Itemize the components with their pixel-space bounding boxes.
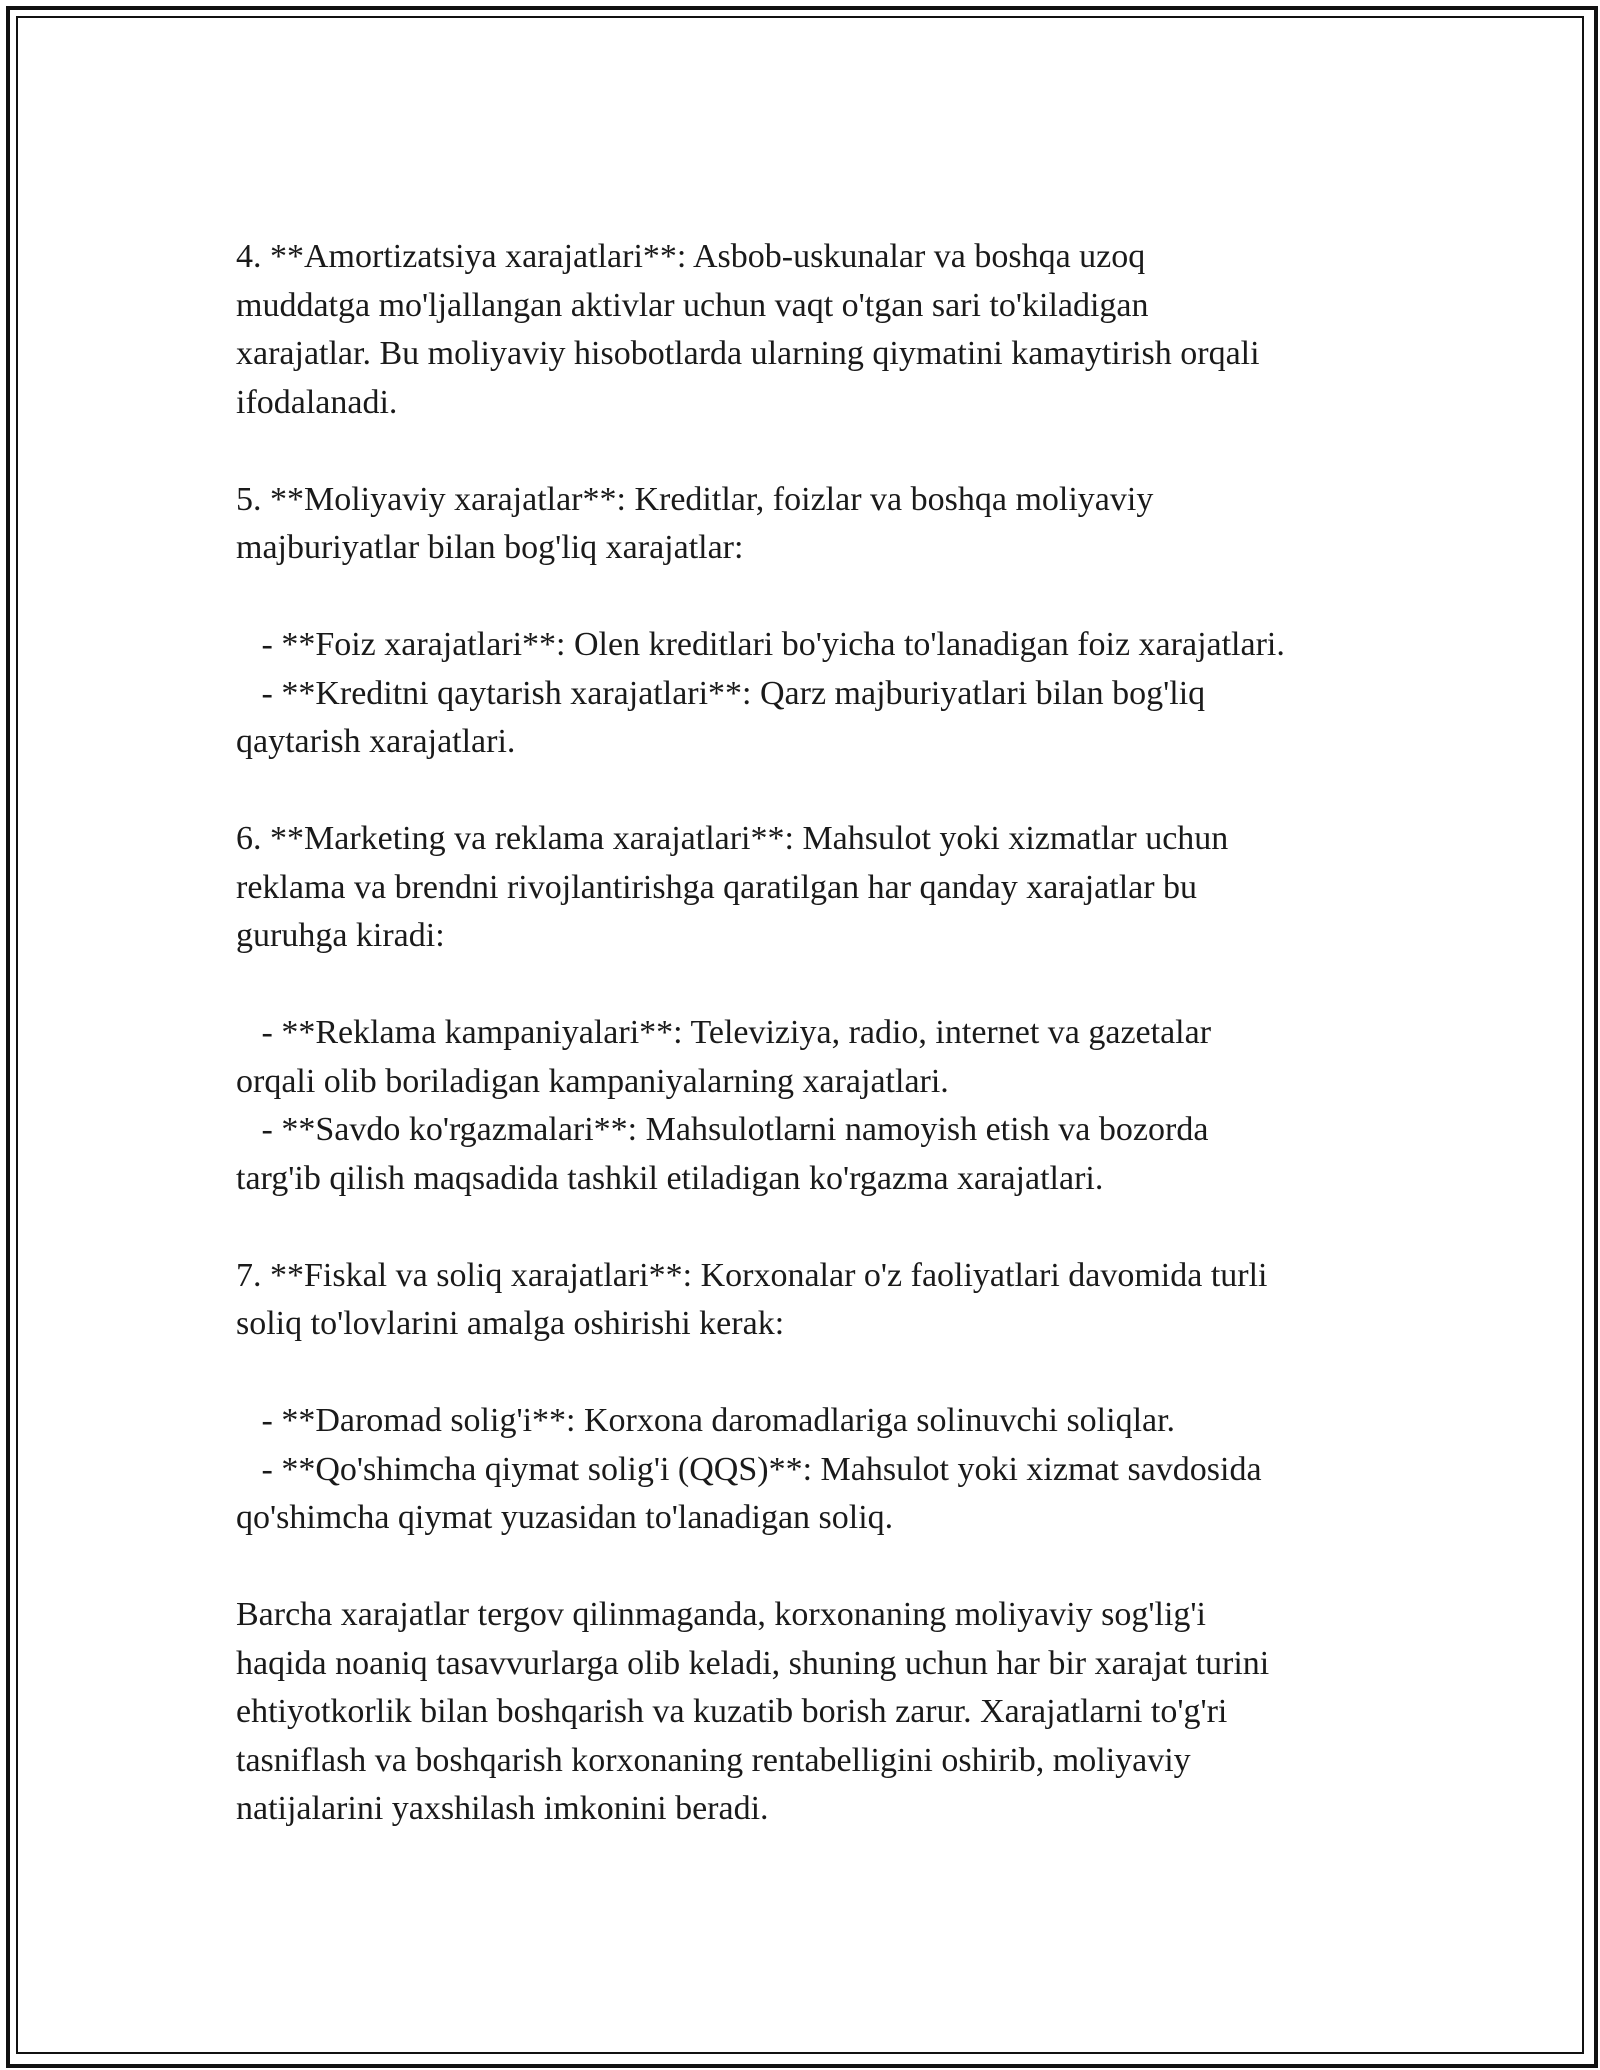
sublist-item-income-tax: - **Daromad solig'i**: Korxona daromadlariga solinuvchi soliqlar. (236, 1402, 1176, 1439)
paragraph-item-7-fiscal: 7. **Fiskal va soliq xarajatlari**: Korxonalar o'z faoliyatlari davomida turli soliq to'lovlarini amalga oshirishi kerak: (236, 1256, 1268, 1342)
paragraph-item-4-amortization: 4. **Amortizatsiya xarajatlari**: Asbob-uskunalar va boshqa uzoq muddatga mo'ljallangan aktivlar uchun vaqt o'tgan sari to'kiladigan xarajatlar. Bu moliyaviy hisobotlarda ularning qiymatini kamaytirish orqali ifodalanadi. (236, 238, 1260, 421)
sublist-item-vat: - **Qo'shimcha qiymat solig'i (QQS)**: Mahsulot yoki xizmat savdosida qo'shimcha qiymat yuzasidan to'lanadigan soliq. (236, 1450, 1262, 1536)
paragraph-conclusion: Barcha xarajatlar tergov qilinmaganda, korxonaning moliyaviy sog'lig'i haqida noaniq tasavvurlarga olib keladi, shuning uchun har bir xarajat turini ehtiyotkorlik bilan boshqarish va kuzatib borish zarur. Xarajatlarni to'g'ri tasniflash va boshqarish korxonaning rentabelligini oshirib, moliyaviy natijalarini yaxshilash imkonini beradi. (236, 1596, 1270, 1827)
sublist-item-loan-repayment: - **Kreditni qaytarish xarajatlari**: Qarz majburiyatlari bilan bog'liq qaytarish xarajatlari. (236, 674, 1206, 760)
paragraph-item-5-financial: 5. **Moliyaviy xarajatlar**: Kreditlar, foizlar va boshqa moliyaviy majburiyatlar bilan bog'liq xarajatlar: (236, 480, 1154, 566)
sublist-financial (236, 621, 1386, 767)
document-body (236, 233, 1386, 1834)
sublist-item-ad-campaigns: - **Reklama kampaniyalari**: Televiziya, radio, internet va gazetalar orqali olib boriladigan kampaniyalarning xarajatlari. (236, 1014, 1212, 1100)
sublist-marketing (236, 1009, 1386, 1203)
sublist-item-interest-expenses: - **Foiz xarajatlari**: Olen kreditlari bo'yicha to'lanadigan foiz xarajatlari. (236, 626, 1285, 663)
sublist-fiscal (236, 1397, 1386, 1543)
paragraph-item-6-marketing: 6. **Marketing va reklama xarajatlari**: Mahsulot yoki xizmatlar uchun reklama va brendni rivojlantirishga qaratilgan har qanday xarajatlar bu guruhga kiradi: (236, 820, 1229, 954)
sublist-item-trade-shows: - **Savdo ko'rgazmalari**: Mahsulotlarni namoyish etish va bozorda targ'ib qilish maqsadida tashkil etiladigan ko'rgazma xarajatlari. (236, 1111, 1209, 1197)
